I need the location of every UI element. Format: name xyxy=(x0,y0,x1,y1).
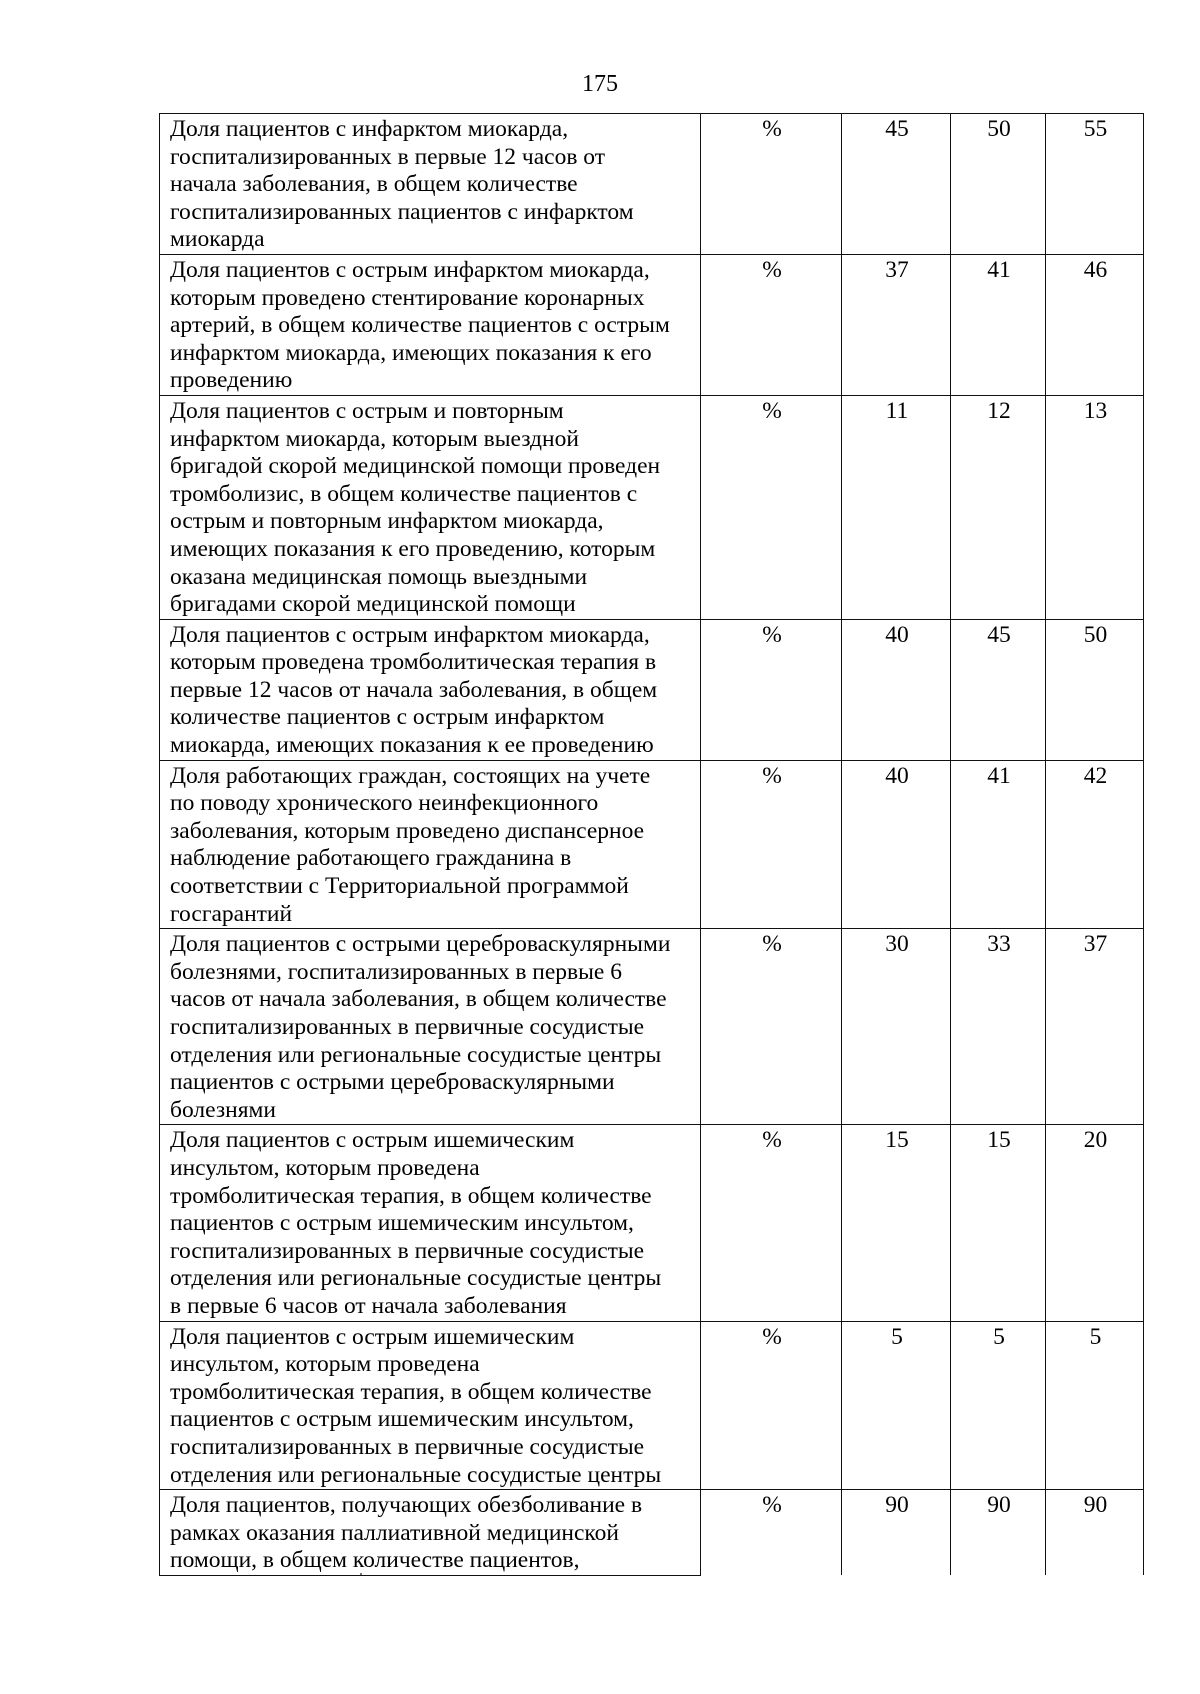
unit-cell: % xyxy=(701,619,842,760)
indicator-name-line: острым и повторным инфарктом миокарда, xyxy=(170,508,604,535)
value-cell-2: 41 xyxy=(951,760,1046,929)
indicator-name-line: бригадами скорой медицинской помощи xyxy=(170,591,576,618)
table-row xyxy=(160,395,1144,619)
indicator-name-line: пациентов с острым ишемическим инсультом, xyxy=(170,1406,634,1433)
indicator-name-line: первые 12 часов от начала заболевания, в общем xyxy=(170,676,658,703)
table-row xyxy=(160,1490,1144,1576)
indicator-name-line: наблюдение работающего гражданина в xyxy=(170,845,572,872)
value-cell-1: 11 xyxy=(842,395,951,619)
value-cell-2: 15 xyxy=(951,1125,1046,1321)
value-cell-2: 90 xyxy=(951,1490,1046,1576)
unit-cell: % xyxy=(701,1490,842,1576)
indicator-name-line: бригадой скорой медицинской помощи проведен xyxy=(170,453,661,480)
indicator-name-line: отделения или региональные сосудистые центры xyxy=(170,1041,662,1068)
value-cell-1: 30 xyxy=(842,929,951,1125)
value-cell-3: 50 xyxy=(1046,619,1144,760)
indicator-name-line: тромболитическая терапия, в общем количестве xyxy=(170,1182,652,1209)
value-cell-1: 5 xyxy=(842,1321,951,1490)
value-cell-1: 40 xyxy=(842,760,951,929)
indicator-name-line: тромболитическая терапия, в общем количестве xyxy=(170,1378,652,1405)
indicator-name-line: Доля пациентов с острым инфарктом миокарда, xyxy=(170,621,650,648)
value-cell-2: 41 xyxy=(951,254,1046,395)
value-cell-3: 42 xyxy=(1046,760,1144,929)
indicator-name-line: госпитализированных в первичные сосудистые xyxy=(170,1237,645,1264)
unit-cell: % xyxy=(701,395,842,619)
indicator-name-line: количестве пациентов с острым инфарктом xyxy=(170,704,605,731)
indicator-name-cell xyxy=(160,619,701,760)
indicator-name-line: Доля работающих граждан, состоящих на учете xyxy=(170,762,651,789)
table-row xyxy=(160,1125,1144,1321)
indicator-name-line: госпитализированных в первичные сосудистые xyxy=(170,1014,645,1040)
indicator-name-line: пациентов с острым ишемическим инсультом, xyxy=(170,1210,634,1237)
table-row xyxy=(160,114,1144,255)
indicators-table xyxy=(159,113,1144,1576)
indicator-name-line: миокарда xyxy=(170,226,265,253)
indicator-name-line: Доля пациентов с острым и повторным xyxy=(170,397,564,424)
value-cell-2: 12 xyxy=(951,395,1046,619)
indicator-name-cell xyxy=(160,929,701,1125)
indicator-name-line: артерий, в общем количестве пациентов с острым xyxy=(170,312,670,339)
unit-cell: % xyxy=(701,1125,842,1321)
indicator-name-line: рамках оказания паллиативной медицинской xyxy=(170,1519,619,1546)
value-cell-1: 45 xyxy=(842,114,951,255)
indicator-name-line: болезнями xyxy=(170,1096,276,1123)
value-cell-3: 5 xyxy=(1046,1321,1144,1490)
value-cell-2: 50 xyxy=(951,114,1046,255)
value-cell-1: 15 xyxy=(842,1125,951,1321)
value-cell-3: 55 xyxy=(1046,114,1144,255)
scan-speck xyxy=(360,1573,362,1575)
indicator-name-line: соответствии с Территориальной программой xyxy=(170,873,629,900)
indicator-name-line: часов от начала заболевания, в общем количестве xyxy=(170,986,667,1013)
indicator-name-line: оказана медицинская помощь выездными xyxy=(170,563,588,590)
page-number: 175 xyxy=(582,71,618,97)
indicator-name-line: проведению xyxy=(170,367,293,394)
value-cell-3: 46 xyxy=(1046,254,1144,395)
indicator-name-line: болезнями, госпитализированных в первые 6 xyxy=(170,958,622,985)
indicator-name-line: Доля пациентов с острым ишемическим xyxy=(170,1127,575,1154)
indicator-name-line: отделения или региональные сосудистые центры xyxy=(170,1461,662,1488)
value-cell-2: 45 xyxy=(951,619,1046,760)
indicator-name-line: заболевания, которым проведено диспансерное xyxy=(170,817,645,844)
indicator-name-cell xyxy=(160,1125,701,1321)
indicator-name-line: госпитализированных в первые 12 часов от xyxy=(170,143,606,170)
indicator-name-line: Доля пациентов с инфарктом миокарда, xyxy=(170,116,569,142)
value-cell-2: 5 xyxy=(951,1321,1046,1490)
indicator-name-line: в первые 6 часов от начала заболевания xyxy=(170,1292,567,1319)
indicator-name-line: госпитализированных пациентов с инфарктом xyxy=(170,198,634,225)
value-cell-1: 40 xyxy=(842,619,951,760)
unit-cell: % xyxy=(701,1321,842,1490)
table-row xyxy=(160,254,1144,395)
value-cell-3: 20 xyxy=(1046,1125,1144,1321)
value-cell-1: 37 xyxy=(842,254,951,395)
indicator-name-line: которым проведена тромболитическая терапия в xyxy=(170,649,657,676)
indicator-name-line: миокарда, имеющих показания к ее проведению xyxy=(170,732,654,759)
indicator-name-line: Доля пациентов с острым ишемическим xyxy=(170,1323,575,1350)
table-row xyxy=(160,619,1144,760)
indicator-name-line: начала заболевания, в общем количестве xyxy=(170,171,578,198)
indicator-name-line: отделения или региональные сосудистые центры xyxy=(170,1265,662,1292)
indicator-name-line: имеющих показания к его проведению, которым xyxy=(170,535,656,562)
indicator-name-line: инсультом, которым проведена xyxy=(170,1351,480,1378)
indicator-name-line: инфарктом миокарда, которым выездной xyxy=(170,425,579,452)
value-cell-2: 33 xyxy=(951,929,1046,1125)
indicator-name-line: инфарктом миокарда, имеющих показания к его xyxy=(170,339,652,366)
table-row xyxy=(160,1321,1144,1490)
indicator-name-line: помощи, в общем количестве пациентов, xyxy=(170,1547,580,1574)
indicator-name-cell xyxy=(160,1490,701,1576)
indicator-name-line: пациентов с острыми цереброваскулярными xyxy=(170,1069,615,1096)
unit-cell: % xyxy=(701,760,842,929)
indicator-name-line: по поводу хронического неинфекционного xyxy=(170,790,599,817)
indicator-name-cell xyxy=(160,395,701,619)
indicator-name-line: тромболизис, в общем количестве пациентов с xyxy=(170,480,638,507)
indicator-name-line: Доля пациентов, получающих обезболивание в xyxy=(170,1492,643,1519)
indicator-name-line: госпитализированных в первичные сосудистые xyxy=(170,1433,645,1460)
indicator-name-line: которым проведено стентирование коронарных xyxy=(170,284,645,311)
indicator-name-cell xyxy=(160,254,701,395)
table-row xyxy=(160,929,1144,1125)
unit-cell: % xyxy=(701,929,842,1125)
indicator-name-cell xyxy=(160,760,701,929)
value-cell-3: 90 xyxy=(1046,1490,1144,1576)
value-cell-1: 90 xyxy=(842,1490,951,1576)
indicator-name-cell xyxy=(160,114,701,255)
indicator-name-line: Доля пациентов с острыми цереброваскулярными xyxy=(170,931,671,958)
value-cell-3: 37 xyxy=(1046,929,1144,1125)
unit-cell: % xyxy=(701,254,842,395)
value-cell-3: 13 xyxy=(1046,395,1144,619)
indicator-name-line: инсультом, которым проведена xyxy=(170,1154,480,1181)
indicator-name-line: Доля пациентов с острым инфарктом миокарда, xyxy=(170,256,650,283)
unit-cell: % xyxy=(701,114,842,255)
table-row xyxy=(160,760,1144,929)
indicator-name-cell xyxy=(160,1321,701,1490)
indicator-name-line: госгарантий xyxy=(170,900,293,927)
